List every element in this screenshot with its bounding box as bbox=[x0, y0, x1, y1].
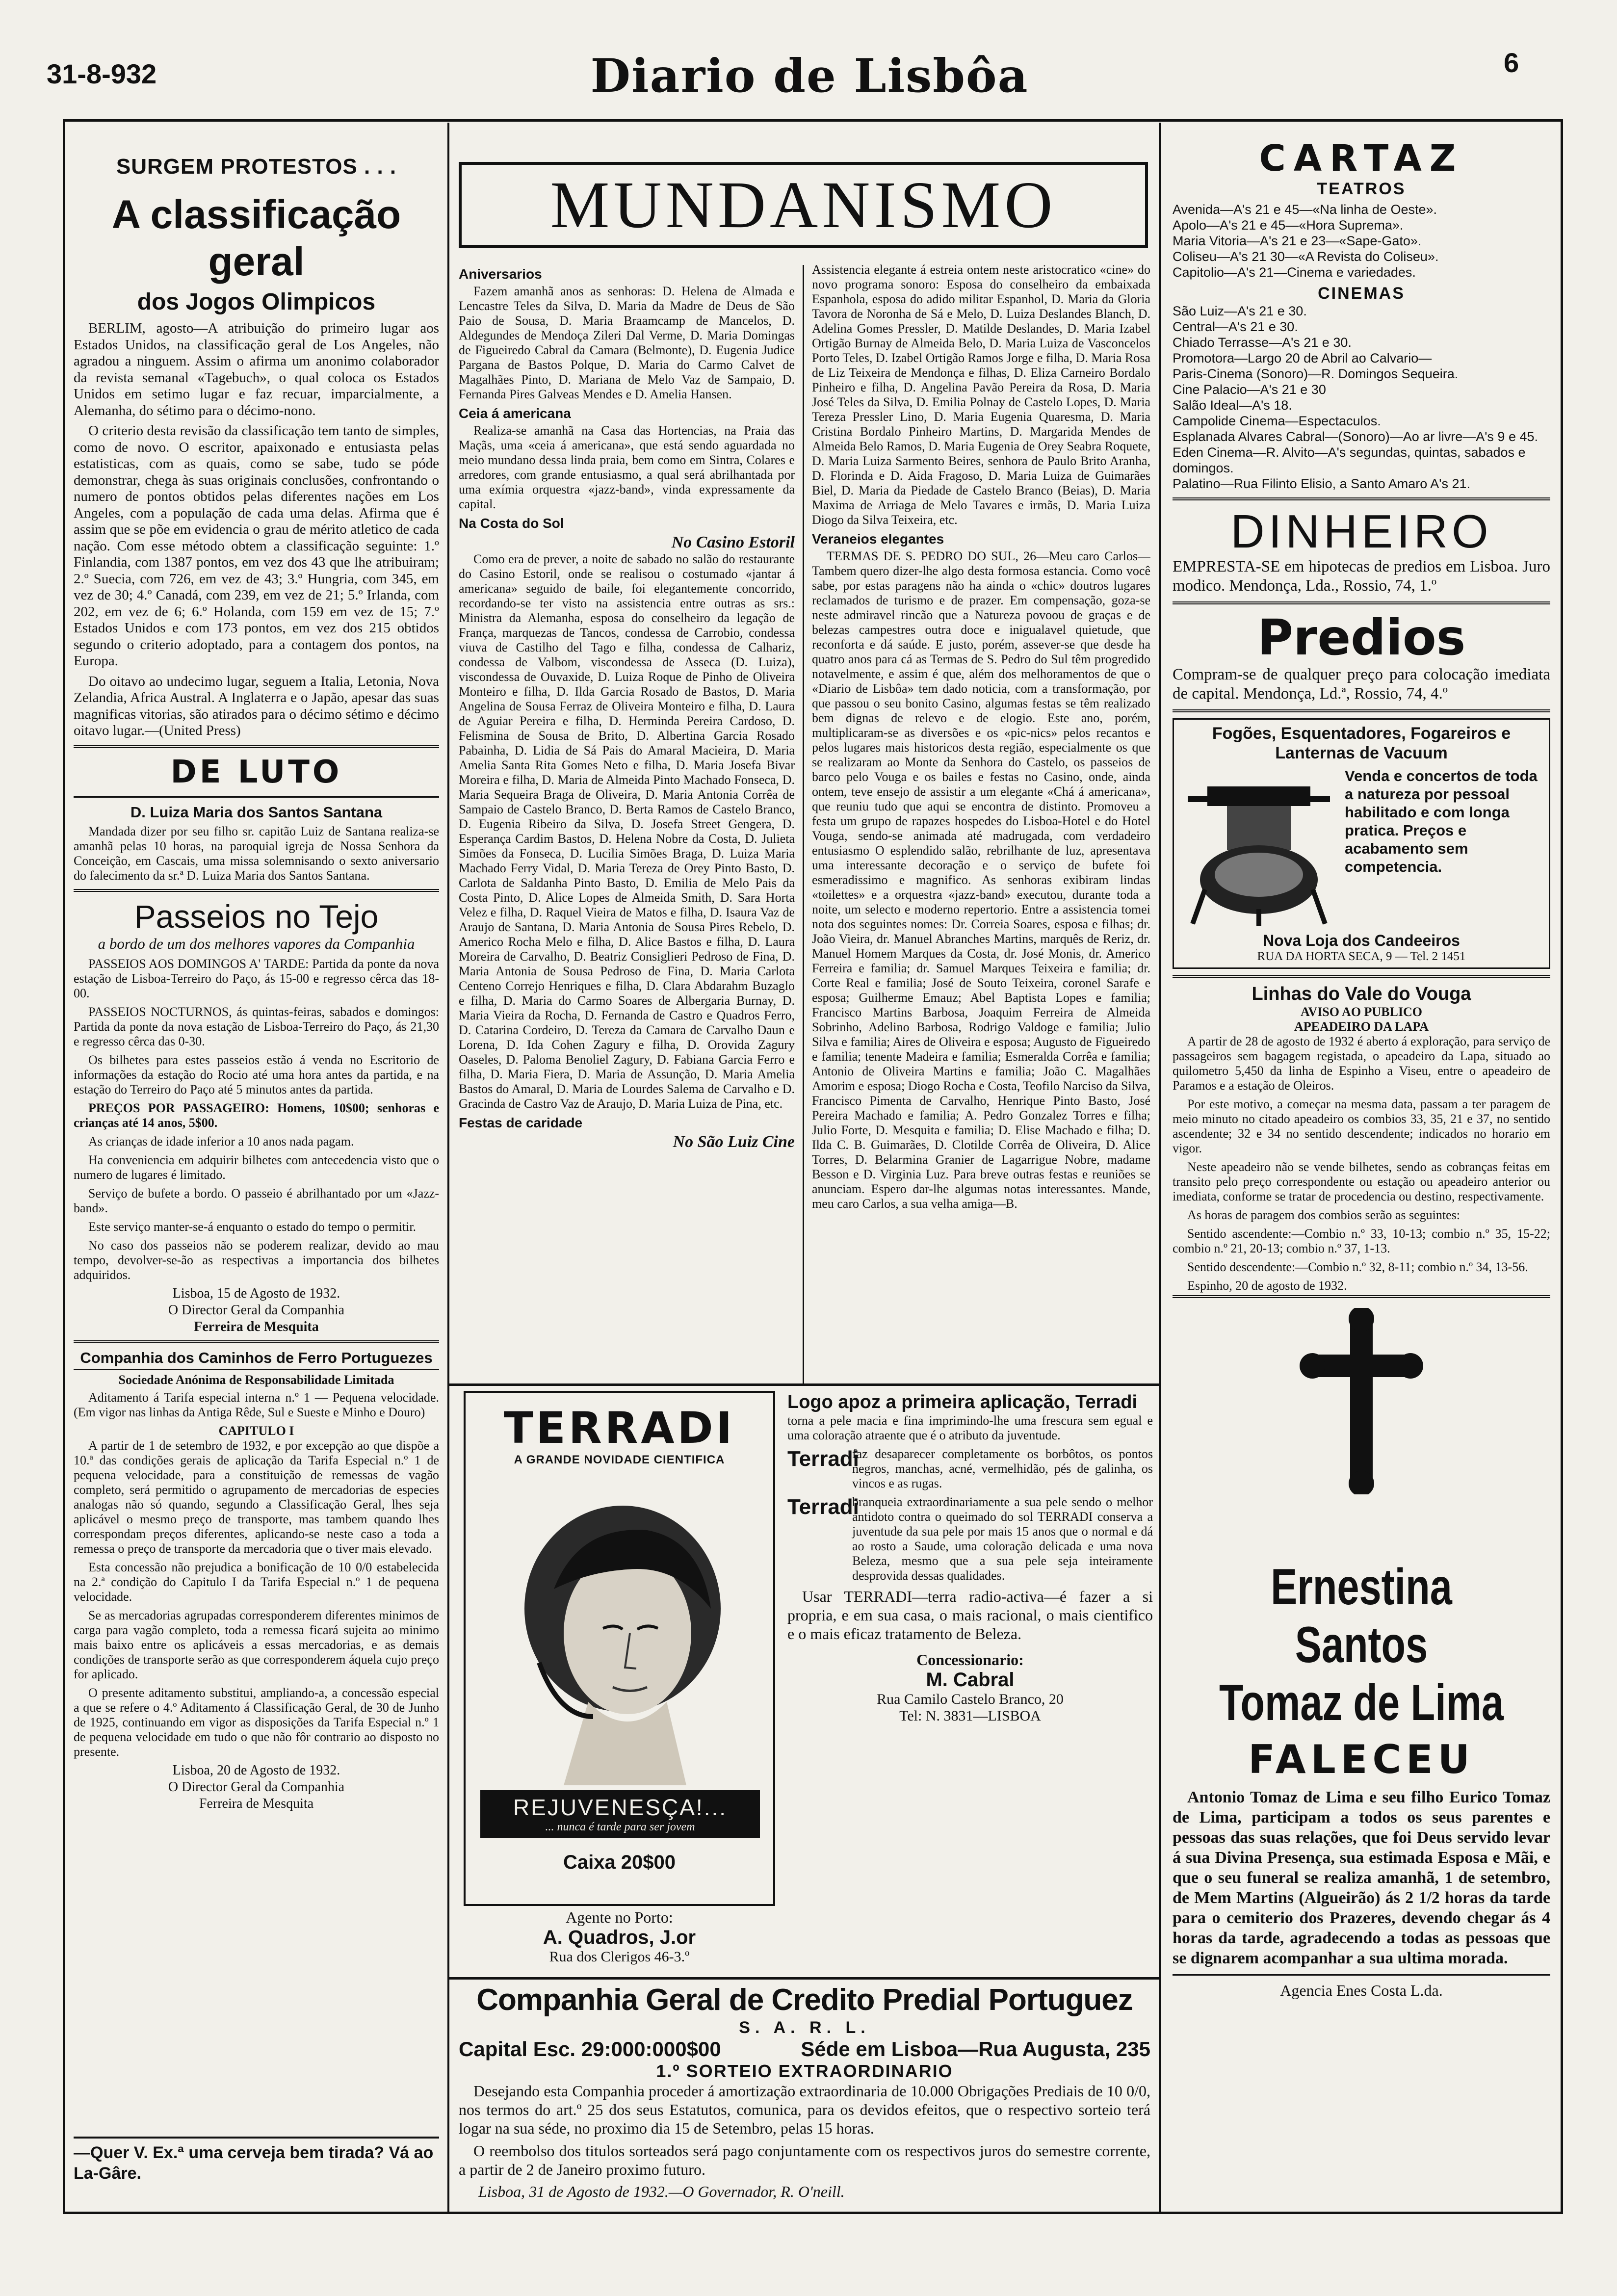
divider bbox=[1173, 497, 1550, 500]
terradi-porto-3: Rua dos Clerigos 46-3.º bbox=[549, 1949, 690, 1965]
terradi-tagline: A GRANDE NOVIDADE CIENTIFICA bbox=[514, 1453, 725, 1466]
theatre-item: Apolo—A's 21 e 45—«Hora Suprema». bbox=[1173, 218, 1404, 233]
olympics-headline: A classificação geral bbox=[111, 192, 401, 284]
divider bbox=[74, 745, 439, 748]
divider bbox=[74, 889, 439, 892]
obituary bbox=[1173, 1295, 1550, 2208]
divider bbox=[1173, 601, 1550, 604]
caminhos-p3: Esta concessão não prejudica a bonificação de 10 0/0 estabelecida na 2.ª condição do Capitulo I da Tarifa Especial n.º 1 de pequena velocidade. bbox=[74, 1560, 439, 1604]
aniv-head: Aniversarios bbox=[459, 266, 542, 282]
credito-top-rule bbox=[449, 1977, 1159, 1980]
credito-capital-row bbox=[459, 2037, 1150, 2061]
frame-bottom bbox=[63, 2212, 1563, 2214]
credito-capital: Capital Esc. 29:000:000$00 bbox=[459, 2037, 721, 2061]
terradi-w2: Terradi bbox=[787, 1447, 859, 1471]
vouga-title: Linhas do Vale do Vouga bbox=[1252, 984, 1471, 1004]
credito-sign: Lisboa, 31 de Agosto de 1932.—O Governador, R. O'neill. bbox=[478, 2183, 845, 2200]
fogoes-addr: RUA DA HORTA SECA, 9 — Tel. 2 1451 bbox=[1257, 950, 1466, 963]
fogoes-text: Venda e concertos de toda a natureza por pessoal habilitado e com longa pratica. Preços e acabamento sem competencia. bbox=[1345, 767, 1538, 875]
caminhos-date: Lisboa, 20 de Agosto de 1932. bbox=[172, 1762, 340, 1778]
terradi-w3: Terradi bbox=[787, 1495, 859, 1519]
festas-head: Festas de caridade bbox=[459, 1115, 583, 1130]
mundanismo-title-box bbox=[459, 162, 1148, 248]
obit-agency: Agencia Enes Costa L.da. bbox=[1280, 1982, 1443, 1999]
veraneios-text: TERMAS DE S. PEDRO DO SUL, 26—Meu caro Carlos—Tambem quero dizer-lhe algo desta formosa estancia. Como você sabe, por estas paragens não ha ainda o «chic» doutros lugares reclamados de turismo e de prazer. Em compensação, goza-se neste admiravel rincão que a Natureza povoou de graças e de belezas campestres outra doce e inigualavel quietude, que reconforta e dá saúde. E justo, porém, assever-se que desde ha quatro anos para cá as Termas de S. Pedro do Sul têm progredido notavelmente, e assim é que, além dos melhoramentos de que o «Diario de Lisbôa» tem dado noticia, com a transformação, por que passou o seu bonito Casino, algumas festas se têm realizado bem dignas de relevo e de elogio. Este ano, porém, multiplicaram-se as diversões e os «pic-nics» pelos recantos e pelos lugares mais historicos desta região, especialmente os que se realizaram ao Monte da Senhora do Castelo, os passeios de barco pelo Vouga e os bailes e festas no Casino, onde, ainda ontem, teve ensejo de assistir a um elegante «Chá á americana», que reuniu tudo que aqui se encontra de distinto. Promoveu a festa um grupo de rapazes hospedes do Lisboa-Hotel e do Hotel Vouga, sendo-se animada até madrugada, com verdadeiro entusiasmo O esplendido salão, rebrilhante de luz, apresentava uma interessante decoração e o serviço de bufete foi esmeradissimo e magnifico. As senhoras exibiram lindas «toilettes» e a orquestra «jazz-band» executou, durante toda a noite, um selecto e moderno repertorio. Entre a assistencia tomei nota dos seguintes nomes: Dr. Correia Soares, esposa e filhas; dr. João Vieira, dr. Manuel Abranches Martins, marquês de Reriz, dr. Manuel Homem Marques da Costa, dr. José Monis, dr. Americo Ferreira e familia; dr. Samuel Marques Teixeira e familia; dr. Corte Real e familia; José de Souto Teixeira, coronel Sarafe e esposa; Guilherme Emauz; Abel Baptista Lopes e familia; Francisco Martins Barbosa, Joaquim Ferreira de Almeida Sobrinho, Adelino Barbosa, Rodrigo Valdoge e familia; Julio Silva e familia; Aires de Oliveira e esposa; Augusto de Figueiredo e familia; tenente Madeira e familia; Esmeralda Corrêa e familia; Antonio de Oliveira Martins e familia; João C. Magalhães Amorim e esposa; Diogo Rocha e Costa, Teofilo Narciso da Silva, Francisco Pimenta de Carvalho, Henrique Pinto Basto, José Pereira Machado e familia; A. Pedro Gonzalez Torres e filha; Julio Forte, D. Mesquita e familia; D. Elise Machado e filha; D. Ilda C. B. Guimarães, D. Clotilde Corrêa de Oliveira, D. Alice Torres, D. Belarmina Granier de Lagarrigue Nobre, madame Besson e D. Virginia Luz. Para breve outras festas e reuniões se anunciam. Espero dar-lhe algumas notas interessantes. Mande, meu caro Carlos, a sua velha amiga—B. bbox=[812, 549, 1150, 1211]
cinema-item: Chiado Terrasse—A's 21 e 30. bbox=[1173, 335, 1352, 350]
cross-icon bbox=[1173, 1308, 1550, 1494]
fogoes-title: Fogões, Esquentadores, Fogareiros e Lanternas de Vacuum bbox=[1212, 724, 1511, 762]
cinema-item: Salão Ideal—A's 18. bbox=[1173, 398, 1292, 413]
vouga-h1: Sentido ascendente:—Combio n.º 33, 10-13; combio n.º 35, 15-22; combio n.º 21, 20-13; combio n.º 37, 1-13. bbox=[1173, 1226, 1550, 1255]
cinema-item: Campolide Cinema—Espectaculos. bbox=[1173, 414, 1381, 428]
passeios-p8: Este serviço manter-se-á enquanto o estado do tempo o permitir. bbox=[88, 1219, 417, 1234]
credito-text-2: O reembolso dos titulos sorteados será pago conjuntamente com os respectivos juros do semestre corrente, a partir de 2 de Janeiro proximo futuro. bbox=[459, 2142, 1150, 2178]
mundanismo-col-a bbox=[459, 262, 795, 1376]
mundanismo-col-b bbox=[812, 262, 1150, 1376]
caminhos-p4: Se as mercadorias agrupadas corresponderem diferentes minimos de carga para vagão completo, toda a remessa ficará sujeita ao minimo mais baixo entre os aplicáveis a essas mercadorias, e as demais condições de transporte serão as que corresponderem áquela cujo preço for aplicado. bbox=[74, 1608, 439, 1681]
vouga-p2: Por este motivo, a começar na mesma data, passam a ter paragem de meio minuto no citado apeadeiro os combios 33, 35, 21 e 37, no sentido ascendente; 32 e 34 no sentido descendente; indicados no horario em vigor. bbox=[1173, 1097, 1550, 1155]
cinema-item: Esplanada Alvares Cabral—(Sonoro)—Ao ar livre—A's 9 e 45. bbox=[1173, 429, 1539, 444]
column-rule-mund bbox=[803, 265, 804, 1383]
fogoes-body bbox=[1178, 767, 1545, 929]
obit-faleceu: FALECEU bbox=[1248, 1737, 1475, 1782]
passeios-p1: PASSEIOS AOS DOMINGOS A' TARDE: Partida da ponte da nova estação de Lisboa-Terreiro do Paço, ás 15-00 e regresso cêrca das 18-00. bbox=[74, 956, 439, 1000]
vouga-date: Espinho, 20 de agosto de 1932. bbox=[1187, 1278, 1347, 1293]
veraneios-head: Veraneios elegantes bbox=[812, 531, 944, 547]
terradi-rejuv-sub: ... nunca é tarde para ser jovem bbox=[545, 1821, 695, 1833]
vouga-p3: Neste apeadeiro não se vende bilhetes, sendo as cobranças feitas em transito pelo preço correspondente ou estação ou apeadeiro anterior ou imediata, conforme se tratar de procedencia ou destino, respectivamente. bbox=[1173, 1160, 1550, 1203]
terradi-row-3 bbox=[787, 1495, 1153, 1587]
passeios-sig1: O Director Geral da Companhia bbox=[168, 1302, 345, 1318]
terradi-conc-1: Concessionario: bbox=[916, 1651, 1024, 1669]
luiz-text: Assistencia elegante á estreia ontem neste aristocratico «cine» do novo programa sonoro: Esposa do conselheiro da embaixada Espanhola, esposa do adido militar Espanhol, D. Maria da Gloria Tavora de Noronha de Sá e Melo, D. Luiza Deslandes Blanch, D. Adelina Gomes Pressler, D. Matilde Deslandes, D. Maria Izabel Ortigão Burnay de Almeida Belo, D. Maria Luiza de Vasconcelos Porto Teles, D. Izabel Ortigão Ramos Jorge e filha, D. Maria Rosa de Liz Teixeira de Mendonça e filhas, D. Eliza Carneiro Bordalo Pinheiro e filha, D. Angelina Pavão Pereira da Rosa, D. Maria José Teles da Silva, D. Emilia Polnay de Castelo Lopes, D. Maria Tereza Pressler Lino, D. Maria Eugenia Quaresma, D. Maria Cristina Bordalo Pinheiro Martins, D. Margarida Mendes de Almeida Belo Ramos, D. Maria Eugenia de Orey Seabra Roquete, D. Maria Luiza Sarmento Beires, senhora de Paulo Brito Aranha, D. Florinda e D. Aida Fragoso, D. Maria Luiza de Guimarães Biel, D. Maria da Piedade de Castelo Branco (Beias), D. Maria Maxima de Arriaga de Melo Tavares e irmãs, D. Maria Luiza Diogo da Silva Teixeira, etc. bbox=[812, 262, 1150, 527]
passeios-p6: Ha conveniencia em adquirir bilhetes com antecedencia visto que o numero de lugares é limitado. bbox=[74, 1152, 439, 1182]
credito-title: Companhia Geral de Credito Predial Portuguez bbox=[476, 1983, 1133, 2017]
cinema-item: Cine Palacio—A's 21 e 30 bbox=[1173, 382, 1326, 397]
column-left bbox=[74, 130, 439, 2205]
terradi-logo: TERRADI bbox=[503, 1403, 735, 1453]
terradi-row-2 bbox=[787, 1447, 1153, 1495]
passeios-p3: Os bilhetes para estes passeios estão á venda no Escritorio de informações da estação do Rocio até uma hora antes da partida, e na estação do Terreiro do Paço até 5 minutos antes da partida. bbox=[74, 1052, 439, 1096]
terradi-p4: Usar TERRADI—terra radio-activa—é fazer a si propria, e em sua casa, o mais racional, o mais cientifico e o mais eficaz tratamento de Beleza. bbox=[787, 1588, 1153, 1643]
terradi-porto bbox=[464, 1908, 775, 1965]
passeios-p4: PREÇOS POR PASSAGEIRO: Homens, 10$00; senhoras e crianças até 14 anos, 5$00. bbox=[74, 1100, 439, 1130]
terradi-rejuv-banner bbox=[480, 1790, 760, 1838]
cerveja-ad: —Quer V. Ex.ª uma cerveja bem tirada? Vá ao La-Gâre. bbox=[74, 2137, 439, 2184]
terradi-text-col bbox=[787, 1391, 1153, 1972]
frame-right bbox=[1561, 119, 1563, 2214]
dinheiro-text: EMPRESTA-SE em hipotecas de predios em Lisboa. Juro modico. Mendonça, Lda., Rossio, 74, 1.º bbox=[1173, 558, 1550, 595]
frame-left bbox=[63, 119, 65, 2214]
terradi-conc-4: Tel: N. 3831—LISBOA bbox=[899, 1708, 1041, 1724]
cinema-item: Paris-Cinema (Sonoro)—R. Domingos Sequeira. bbox=[1173, 366, 1459, 381]
olympics-para-1: BERLIM, agosto—A atribuição do primeiro lugar aos Estados Unidos, na classificação geral de Los Angeles, não agradou a ninguem. Assim o afirma um anonimo colaborador da revista semanal «Tagebuch», o qual coloca os Estados Unidos em setimo lugar e faz recuar, imparcialmente, a Alemanha, do sétimo para o décimo-nono. bbox=[74, 320, 439, 418]
luto-title: DE LUTO bbox=[170, 754, 342, 790]
vouga-p4: As horas de paragem dos combios serão as seguintes: bbox=[1187, 1208, 1460, 1222]
terradi-p2: faz desaparecer completamente os borbôtos, os pontos negros, manchas, acné, vermelhidão, pés de galinha, os vincos e as rugas. bbox=[852, 1447, 1153, 1490]
credito-sede: Séde em Lisboa—Rua Augusta, 235 bbox=[801, 2037, 1150, 2061]
cartaz-teatros: TEATROS bbox=[1317, 180, 1406, 198]
caminhos-p1: Aditamento á Tarifa especial interna n.º 1 — Pequena velocidade. (Em vigor nas linhas da Antiga Rêde, Sul e Sueste e Minho e Douro) bbox=[74, 1390, 439, 1419]
stove-icon bbox=[1178, 767, 1340, 929]
divider bbox=[74, 796, 439, 798]
caminhos-p5: O presente aditamento substitui, ampliando-a, a concessão especial a que se refere o 4.º Aditamento á Classificação Geral, de 30 de Junho de 1925, continuando em vigor as disposições da Tarifa Especial n.º 1 de pequena velocidade em tudo o que não fôr contrario ao disposto no presente. bbox=[74, 1685, 439, 1759]
credito-text: Desejando esta Companhia proceder á amortização extraordinaria de 10.000 Obrigações Prediais de 10 0/0, nos termos do art.º 25 dos seus Estatutos, comunica, para os devidos efeitos, que o respectivo sorteio terá logar na sua séde, no proximo dia 15 de Setembro, pelas 15 horas. bbox=[459, 2082, 1150, 2137]
caminhos-title: Companhia dos Caminhos de Ferro Portuguezes bbox=[74, 1349, 439, 1370]
frame-top bbox=[63, 119, 1563, 122]
vouga-aviso: AVISO AO PUBLICO bbox=[1300, 1005, 1423, 1019]
estoril-head: No Casino Estoril bbox=[671, 533, 795, 551]
divider bbox=[74, 1340, 439, 1343]
caminhos-p2: A partir de 1 de setembro de 1932, e por excepção ao que dispõe a 10.ª das condições gerais de aplicação da Tarifa Especial n.º 1 de pequena velocidade, para a constituição de remessas de vagão completo, será permitido o agrupamento de mercadorias de especies analogas não só quando, segundo a Classificação Geral, lhes seja aplicável o mesmo preço de transporte, mas tambem quando lhes correspondam preços diferentes, aplicando-se neste caso a toda a remessa o preço de transporte da mercadoria que o tiver mais elevado. bbox=[74, 1438, 439, 1556]
cinema-item: Palatino—Rua Filinto Elisio, a Santo Amaro A's 21. bbox=[1173, 476, 1470, 491]
olympics-para-3: Do oitavo ao undecimo lugar, seguem a Italia, Letonia, Nova Zelandia, Africa Austral. A Inglaterra e o Japão, apesar das suas magnificas vitorias, são atirados para o décimo sétimo e décimo oitavo lugar.—(United Press) bbox=[74, 673, 439, 738]
terradi-head: Logo apoz a primeira aplicação, Terradi bbox=[787, 1392, 1138, 1412]
woman-portrait-icon bbox=[480, 1486, 760, 1785]
divider bbox=[1173, 709, 1550, 712]
theatre-item: Coliseu—A's 21 30—«A Revista do Coliseu». bbox=[1173, 249, 1439, 264]
terradi-porto-1: Agente no Porto: bbox=[566, 1908, 673, 1926]
cartaz-cinemas: CINEMAS bbox=[1318, 284, 1405, 303]
terradi-porto-2: A. Quadros, J.or bbox=[543, 1927, 696, 1948]
caminhos-sig1: O Director Geral da Companhia bbox=[168, 1779, 345, 1795]
divider bbox=[1173, 1974, 1550, 1976]
predios-title: Predios bbox=[1257, 609, 1466, 666]
masthead-title: Diario de Lisbôa bbox=[590, 49, 1029, 103]
obit-name-2: Tomaz de Lima bbox=[1219, 1674, 1504, 1731]
passeios-p5: As crianças de idade inferior a 10 anos nada pagam. bbox=[88, 1134, 354, 1148]
credito-sarl: S. A. R. L. bbox=[739, 2018, 870, 2037]
olympics-para-2: O criterio desta revisão da classificação tem tanto de simples, como de novo. O escritor, apaixonado e entusiasta pelas estatisticas, com as quais, como se sabe, tudo se póde demonstrar, chega às suas originais conclusões, confrontando o numero de pontos obtidos pelas diferentes nações em Los Angeles, com a população de cada uma delas. Afirma que é assim que se põe em evidencia o grau de mérito atletico de cada nação. Com esse método obtem a classificação seguinte: 1.º Finlandia, com 1387 pontos, em vez dos 43 que lhe atribuiram; 2.º Suecia, com 726, em vez de 43; 3.º Hungria, com 345, em vez de 30; 4.º Canadá, com 239, em vez de 21; 5.º Irlanda, com 202, em vez de 6; 6.º Holanda, com 159 em vez de 15; 7.º Estados Unidos e com 173 pontos, em vez dos 215 obtidos segundo o criterio adoptado, para a contagem dos pontos, na Europa. bbox=[74, 423, 439, 669]
terradi-image-panel bbox=[464, 1391, 775, 1906]
caminhos-sig2: Ferreira de Mesquita bbox=[199, 1796, 314, 1811]
terradi-caixa: Caixa 20$00 bbox=[563, 1852, 676, 1873]
credito-block bbox=[459, 1982, 1150, 2208]
cinema-list bbox=[1173, 303, 1550, 492]
terradi-illustration bbox=[480, 1486, 760, 1785]
olympics-kicker: SURGEM PROTESTOS . . . bbox=[116, 155, 397, 179]
vouga-h2: Sentido descendente:—Combio n.º 32, 8-11; combio n.º 34, 13-56. bbox=[1187, 1260, 1528, 1274]
theatre-item: Avenida—A's 21 e 45—«Na linha de Oeste». bbox=[1173, 202, 1437, 217]
column-rule-2 bbox=[1159, 123, 1161, 2212]
mundanismo-title: MUNDANISMO bbox=[550, 168, 1057, 242]
luto-text: Mandada dizer por seu filho sr. capitão Luiz de Santana realiza-se amanhã pelas 10 horas, na paroquial igreja de Nossa Senhora da Conceição, em Cascais, uma missa solemnisando o sexto aniversario do falecimento da sr.ª D. Luiza Maria dos Santos Santana. bbox=[74, 824, 439, 883]
passeios-sig2: Ferreira de Mesquita bbox=[194, 1319, 319, 1334]
predios-text: Compram-se de qualquer preço para colocação imediata de capital. Mendonça, Ld.ª, Rossio, 74, 4.º bbox=[1173, 666, 1550, 703]
cinema-item: Eden Cinema—R. Alvito—A's segundas, quintas, sabados e domingos. bbox=[1173, 445, 1526, 475]
caminhos-sub: Sociedade Anónima de Responsabilidade Limitada bbox=[118, 1372, 394, 1387]
theatre-list bbox=[1173, 202, 1550, 280]
cinema-item: São Luiz—A's 21 e 30. bbox=[1173, 304, 1307, 318]
ceia-head: Ceia á americana bbox=[459, 406, 571, 421]
theatre-item: Maria Vitoria—A's 21 e 23—«Sape-Gato». bbox=[1173, 234, 1422, 248]
terradi-rejuv: REJUVENESÇA!... bbox=[513, 1795, 728, 1820]
page-number: 6 bbox=[1504, 47, 1519, 78]
passeios-subtitle: a bordo de um dos melhores vapores da Companhia bbox=[98, 935, 415, 952]
terradi-conc-3: Rua Camilo Castelo Branco, 20 bbox=[877, 1691, 1064, 1707]
obit-text: Antonio Tomaz de Lima e seu filho Eurico Tomaz de Lima, participam a todos os seus parentes e pessoas das suas relações, que foi Deus servido levar á sua Divina Presença, sua estimada Esposa e Mãi, e que o seu funeral se realiza amanhã, 1 de setembro, de Mem Martins (Algueirão) ás 2 1/2 horas da tarde para o cemiterio dos Prazeres, devendo chegar ás 4 horas da tarde, agradecendo a todas as pessoas que se dignarem acompanhar a sua ultima morada. bbox=[1173, 1788, 1550, 1967]
fogoes-loja: Nova Loja dos Candeeiros bbox=[1263, 932, 1460, 949]
passeios-p9: No caso dos passeios não se poderem realizar, devido ao mau tempo, devolver-se-ão as respectivas a importancia dos bilhetes adquiridos. bbox=[74, 1238, 439, 1282]
luiz-head: No São Luiz Cine bbox=[673, 1133, 795, 1151]
terradi-top-rule bbox=[449, 1383, 1159, 1386]
cinema-item: Promotora—Largo 20 de Abril ao Calvario— bbox=[1173, 351, 1432, 365]
fogoes-ad bbox=[1173, 718, 1550, 969]
aniv-text: Fazem amanhã anos as senhoras: D. Helena de Almada e Lencastre Teles da Silva, D. Maria da Madre de Deus de São Paio de Sousa, D. Maria Braamcamp de Mancelos, D. Aldegundes de Mendoça Zileri Dal Verme, D. Maria Domingas de Figueiredo Cabral da Camara (Belmonte), D. Eugenia Judice Pargana de Bastos Polque, D. Maria do Carmo Calvet de Magalhães Pinto, D. Mariana de Melo Vaz de Sampaio, D. Fernanda Pires Galveas Mendes e D. Amelia Hansen. bbox=[459, 284, 795, 401]
vouga-p1: A partir de 28 de agosto de 1932 é aberto á exploração, para serviço de passageiros sem bagagem registada, o apeadeiro da Lapa, situado ao quilometro 5,450 da linha de Espinho a Viseu, entre o apeadeiro de Paramos e a estação de Oleiros. bbox=[1173, 1034, 1550, 1093]
divider bbox=[1173, 1295, 1550, 1298]
costa-head: Na Costa do Sol bbox=[459, 516, 564, 531]
cartaz-title: CARTAZ bbox=[1259, 137, 1464, 180]
theatre-item: Capitolio—A's 21—Cinema e variedades. bbox=[1173, 265, 1416, 280]
estoril-text: Como era de prever, a noite de sabado no salão do restaurante do Casino Estoril, onde se realisou o costumado «jantar á americana» seguido de baile, foi elegantemente concorrido, recordando-se ter visto na assistencia entre outras as srs.: Ministra da Alemanha, esposa do conselheiro da legação de França, marquezas de Tancos, condessa de Carrobio, condessa viuva de Castilho del Tago e filha, condessa de Calhariz, condessa de Valbom, viscondessa de Asseca (D. Luiza), viscondessa de Ouvaxide, D. Luiza Roque de Pinho de Oliveira Monteiro e filha, D. Ilda Garcia Rosado de Bastos, D. Maria Angelina de Sousa Ferraz de Oliveira Monteiro e filha, D. Laura de Aguiar Pereira e filha, D. Herminda Pereira Cardoso, D. Felismina de Sousa de Brito, D. Albertina Garcia Rosado Pabainha, D. Lidia de Sá Pais do Amaral Macieira, D. Maria Amelia Santa Rita Gomes Neto e filha, D. Maria Josefa Bivar Moreira e filha, D. Maria de Almeida Pinto Machado Fonseca, D. Maria Sequeira Braga de Oliveira, D. Maria Antonia Corrêa de Sampaio de Castelo Branco, D. Berta Ramos de Castelo Branco, D. Eugenia Ribeiro da Silva, D. Josefa Street Gengera, D. Esperança Cardim Bastos, D. Helena Nobre da Costa, D. Julieta Simões da Fonseca, D. Lucilia Simões Braga, D. Luiza Maria Machado Ferry Vidal, D. Maria Tereza de Orey Pinto Basto, D. Carlota de Saldanha Pinto Basto, D. Emilia de Melo Pais da Costa Pinto, D. Alice Lopes de Almeida Smith, D. Sara Horta Velez e filha, D. Raquel Vieira de Matos e filha, D. Isaura Vaz de Araujo de Santana, D. Maria Antonia de Sousa Pires Rebelo, D. Americo Rocha Melo e filha, D. Alice Bastos e filha, D. Laura Moreira de Carvalho, D. Beatriz Consiglieri Pedroso de Fina, D. Maria Antonia de Sousa Pedroso de Fina, D. Maria Carlota Centeno Correjo Henriques e filha, D. Clara Abdarahm Buzaglo e filha, D. Maria do Carmo Soares de Albergaria Burnay, D. Maria Vieira da Rocha, D. Fernanda de Castro e Quadros Ferro, D. Catarina Cordeiro, D. Tereza da Camara de Carvalho Daun e Lorena, D. Ida Cohen Zagury e filha, D. Orovida Zagury Oaseles, D. Paloma Benoliel Zagury, D. Fabiana Garcia Ferro e filha, D. Maria Fiera, D. Maria de Assunção, D. Maria Amelia Bastos do Amaral, D. Maria de Lourdes Salema de Carvalho e D. Gracinda de Castro Vaz de Araujo, D. Maria Luiza de Pina, etc. bbox=[459, 552, 795, 1111]
issue-date: 31-8-932 bbox=[47, 58, 157, 89]
dinheiro-title: DINHEIRO bbox=[1230, 505, 1492, 558]
terradi-p1: torna a pele macia e fina imprimindo-lhe uma frescura sem egual e uma coloração atraente que é o atributo da juventude. bbox=[787, 1413, 1153, 1442]
passeios-p7: Serviço de bufete a bordo. O passeio é abrilhantado por um «Jazz-band». bbox=[74, 1186, 439, 1215]
terradi-conc-2: M. Cabral bbox=[926, 1669, 1015, 1691]
vouga-apeadeiro: APEADEIRO DA LAPA bbox=[1294, 1019, 1429, 1034]
olympics-subhead: dos Jogos Olimpicos bbox=[137, 289, 376, 315]
column-rule-1 bbox=[447, 123, 449, 2212]
obit-name-1: Ernestina Santos bbox=[1271, 1559, 1452, 1673]
ceia-text: Realiza-se amanhã na Casa das Hortencias, na Praia das Maçãs, uma «ceia á americana», que está sendo aguardada no meio mundano dessa linda praia, bem como em Sintra, Colares e arredores, com grande entusiasmo, a qual será abrilhantada por uma exímia orquestra «jazz-band», vinda expressamente da capital. bbox=[459, 423, 795, 511]
terradi-p3: branqueia extraordinariamente a sua pele sendo o melhor antidoto contra o queimado do sol TERRADI conserva a juventude da sua pele por mais 15 anos que o normal e dá ao rosto a Saude, uma coloração delicada e uma nova Beleza, mesmo que a sua pele seja inteiramente desprovida dessas qualidades. bbox=[852, 1495, 1153, 1583]
passeios-date: Lisboa, 15 de Agosto de 1932. bbox=[172, 1285, 340, 1301]
passeios-title: Passeios no Tejo bbox=[134, 898, 379, 935]
cinema-item: Central—A's 21 e 30. bbox=[1173, 319, 1298, 334]
caminhos-cap: CAPITULO I bbox=[218, 1423, 294, 1438]
luto-name: D. Luiza Maria dos Santos Santana bbox=[130, 803, 383, 821]
terradi-concession bbox=[787, 1651, 1153, 1724]
divider bbox=[1173, 975, 1550, 978]
credito-sorteio: 1.º SORTEIO EXTRAORDINARIO bbox=[656, 2061, 953, 2081]
passeios-p2: PASSEIOS NOCTURNOS, ás quintas-feiras, sabados e domingos: Partida da ponte da nova estação de Lisboa-Terreiro do Paço, ás 21,30 e regresso cêrca das 0-30. bbox=[74, 1004, 439, 1048]
